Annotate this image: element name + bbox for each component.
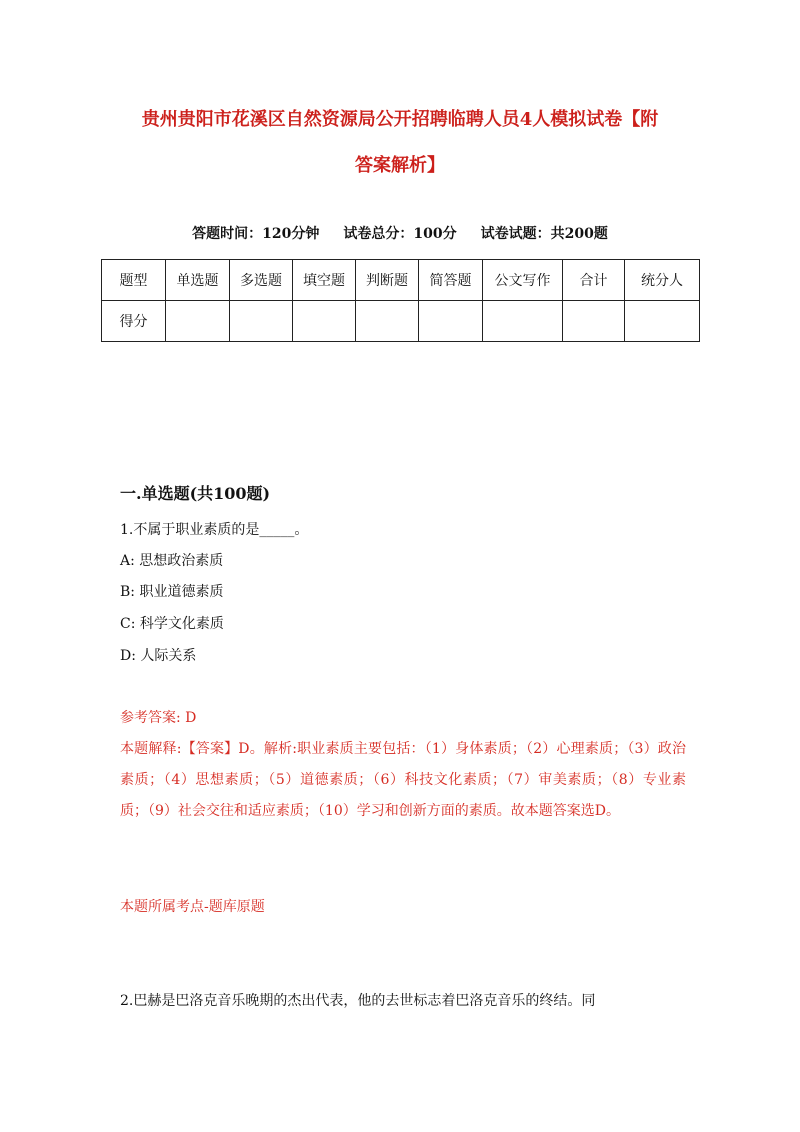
header-cell: 判断题: [356, 260, 419, 301]
score-table-header-row: [102, 260, 700, 301]
exam-time: 答题时间：120分钟: [192, 226, 320, 242]
question-1-explanation: 本题解释:【答案】D。解析:职业素质主要包括：（1）身体素质；（2）心理素质；（3）政治素质；（4）思想素质；（5）道德素质；（6）科技文化素质；（7）审美素质；（8）专业素质；（9）社会交往和适应素质；（10）学习和创新方面的素质。故本题答案选D。: [120, 741, 686, 819]
header-cell: 填空题: [293, 260, 356, 301]
header-cell: 合计: [563, 260, 625, 301]
score-cell: [230, 301, 293, 342]
question-2-stem: 2.巴赫是巴洛克音乐晚期的杰出代表，他的去世标志着巴洛克音乐的终结。同: [120, 993, 596, 1009]
question-1-topic: 本题所属考点-题库原题: [120, 899, 265, 915]
score-cell: [625, 301, 700, 342]
score-cell: [356, 301, 419, 342]
score-table: [101, 259, 700, 342]
title-line-1: 贵州贵阳市花溪区自然资源局公开招聘临聘人员4人模拟试卷【附: [141, 109, 659, 130]
question-1-answer: 参考答案: D: [120, 710, 197, 726]
section-title: 一.单选题(共100题): [120, 484, 271, 503]
exam-question-count: 试卷试题：共200题: [480, 226, 608, 242]
question-1-option-c: C: 科学文化素质: [120, 616, 224, 632]
header-cell: 简答题: [419, 260, 483, 301]
score-cell: [563, 301, 625, 342]
header-cell: 多选题: [230, 260, 293, 301]
score-table-score-row: [102, 301, 700, 342]
score-cell: [483, 301, 563, 342]
question-1-option-a: A: 思想政治素质: [120, 553, 224, 569]
exam-total-score: 试卷总分：100分: [343, 226, 457, 242]
question-1-option-d: D: 人际关系: [120, 648, 197, 664]
score-cell: [419, 301, 483, 342]
header-cell: 统分人: [625, 260, 700, 301]
score-row-label: 得分: [102, 301, 166, 342]
score-cell: [293, 301, 356, 342]
exam-meta: [0, 223, 800, 243]
header-cell: 单选题: [166, 260, 230, 301]
title-line-2: 答案解析】: [355, 155, 445, 176]
question-1-stem: 1.不属于职业素质的是_____。: [120, 522, 309, 538]
document-title: [100, 97, 700, 189]
question-1-option-b: B: 职业道德素质: [120, 584, 224, 600]
header-cell: 公文写作: [483, 260, 563, 301]
score-cell: [166, 301, 230, 342]
header-cell: 题型: [102, 260, 166, 301]
